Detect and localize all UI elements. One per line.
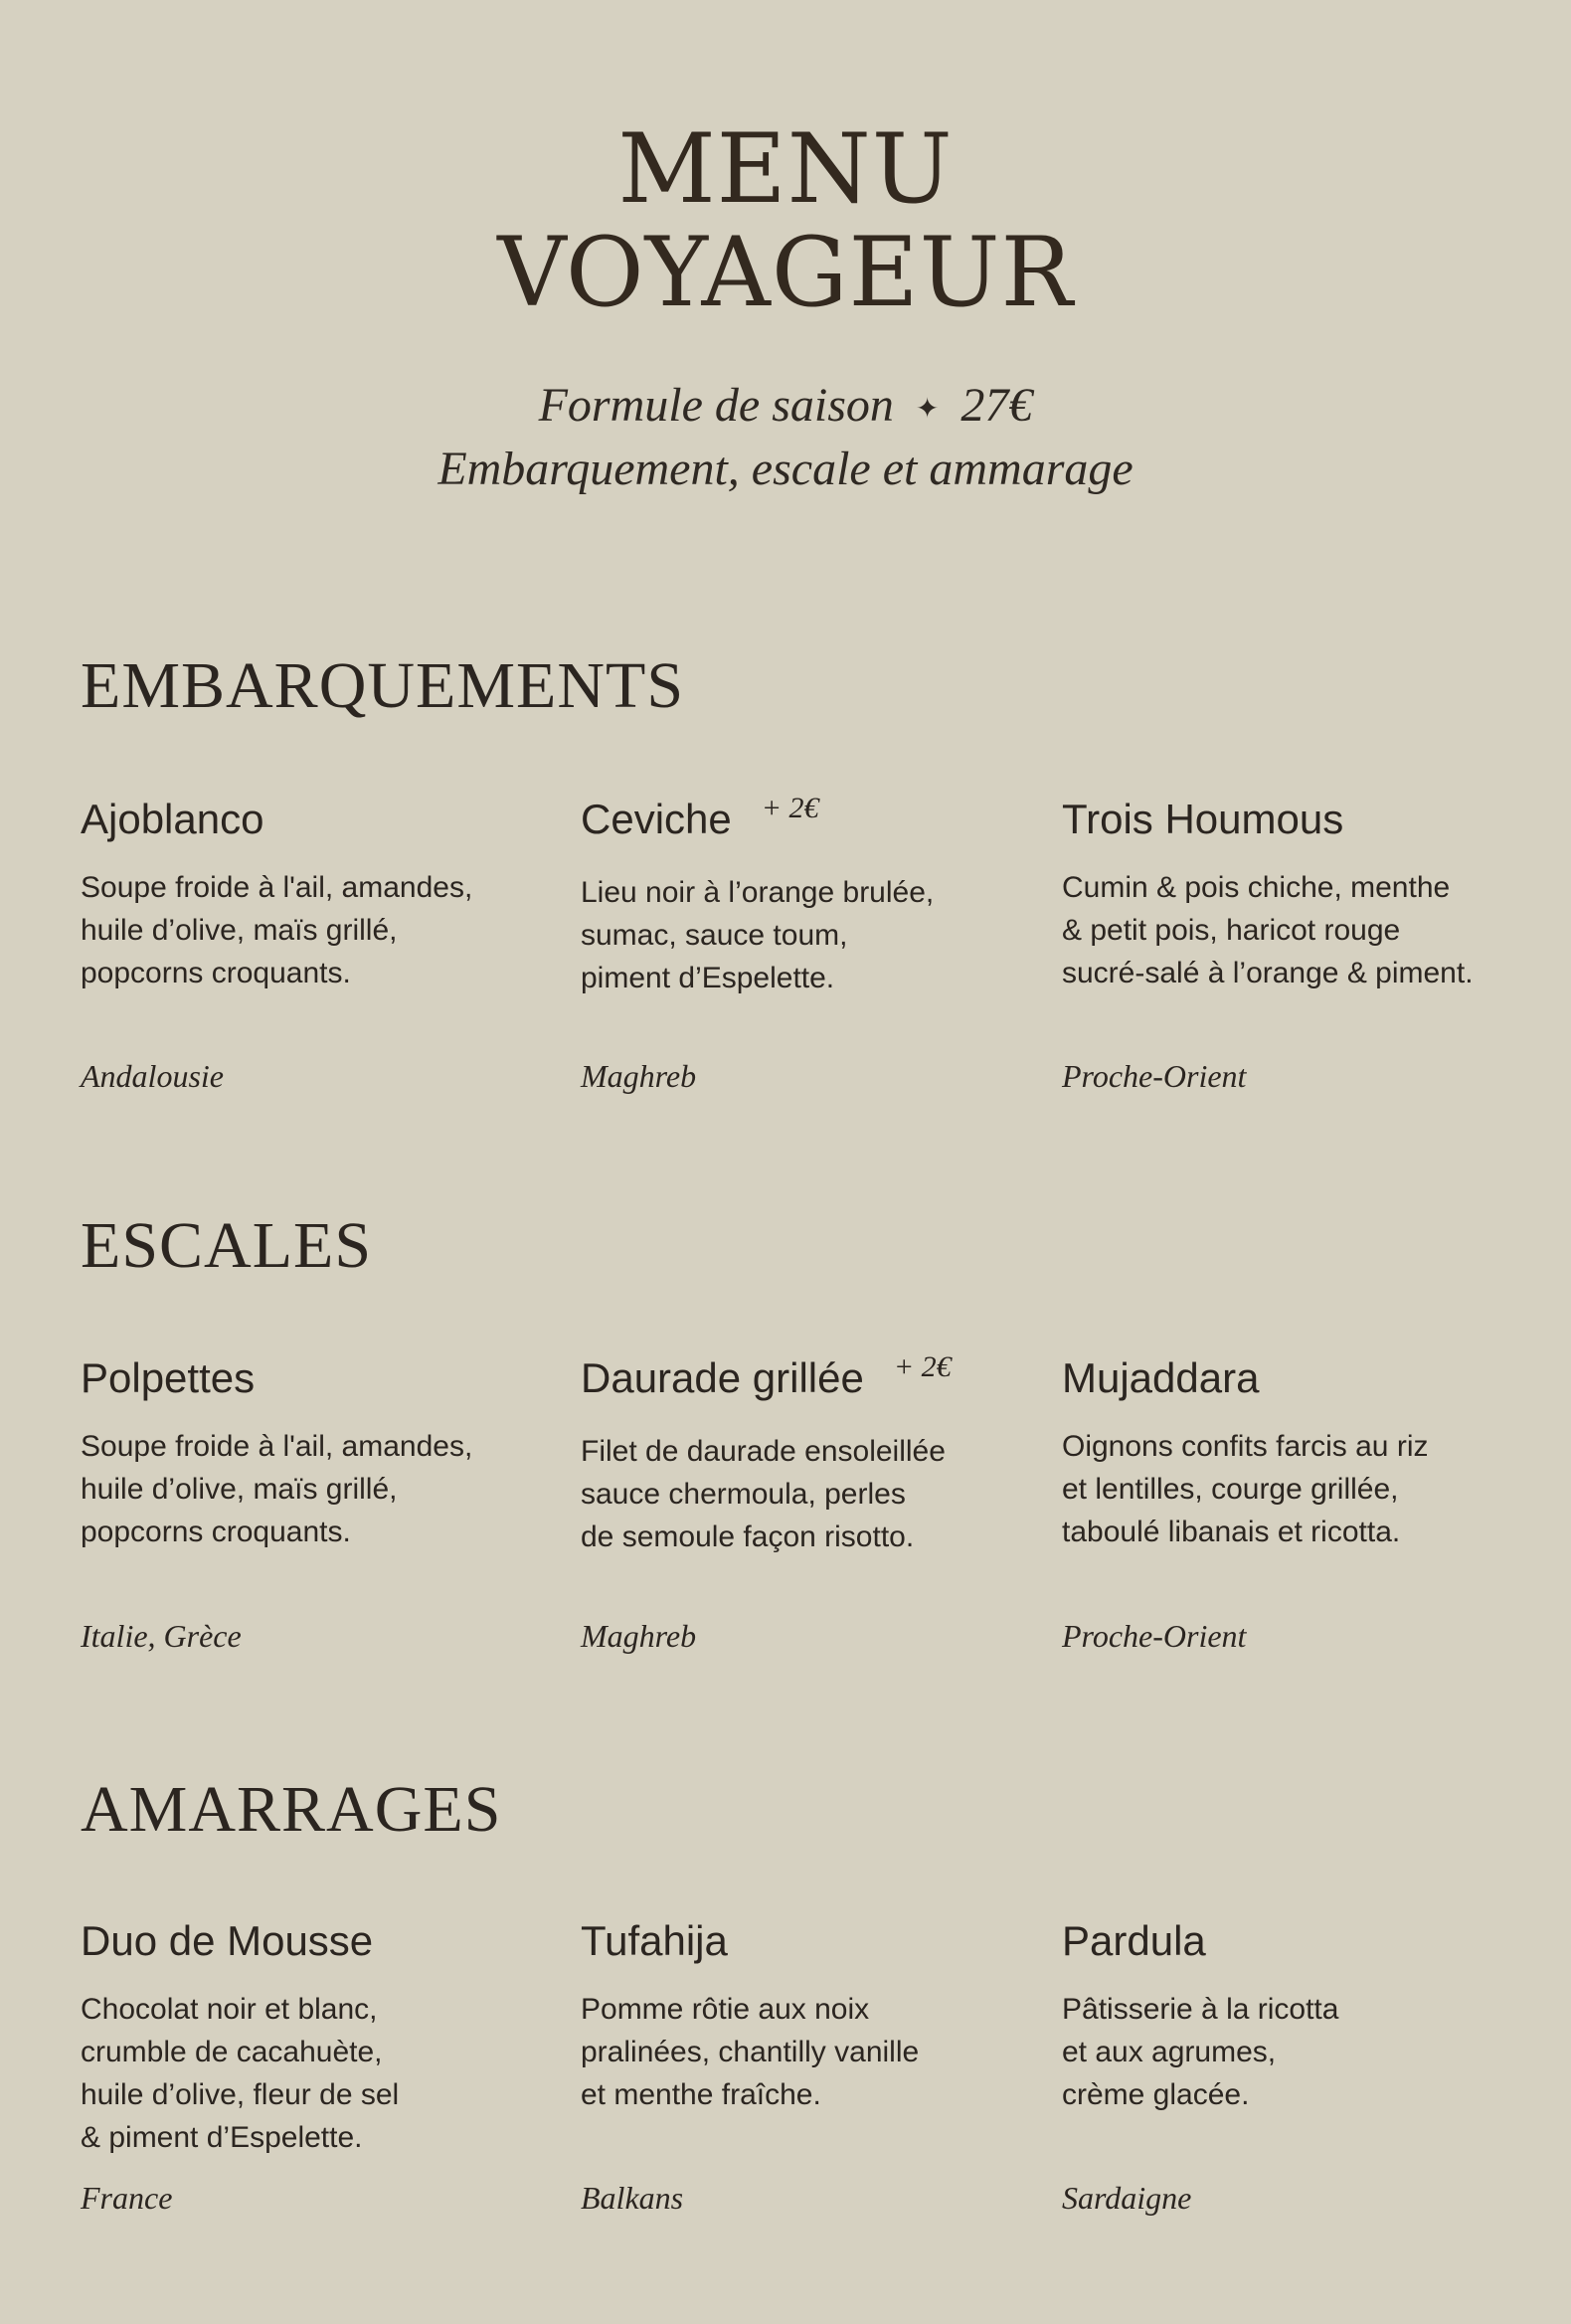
dish-ajoblanco [81,795,548,1094]
dish-origin: Maghreb [581,1058,697,1094]
desc-line: Soupe froide à l'ail, amandes, [81,1430,473,1463]
dish-origin: Maghreb [581,1618,697,1654]
desc-line: et menthe fraîche. [581,2078,821,2111]
desc-line: crème glacée. [1062,2078,1250,2111]
dish-daurade-grillee [581,1350,1048,1654]
dish-name [1062,795,1529,844]
dish-name-text: Ajoblanco [81,796,264,842]
dish-name-text: Polpettes [81,1354,256,1401]
dish-name-text: Trois Houmous [1062,796,1344,842]
dish-description [81,866,548,994]
dish-origin: Sardaigne [1062,2180,1192,2216]
dish-name [1062,1916,1529,1966]
menu-subtitle [0,376,1571,499]
dish-description [81,1425,548,1553]
desc-line: huile d’olive, maïs grillé, [81,1473,398,1506]
title-line-2: VOYAGEUR [497,217,1074,328]
section-title-amarrages: AMARRAGES [81,1773,502,1846]
dish-description [1062,866,1529,994]
dish-description [581,1988,1048,2116]
desc-line: crumble de cacahuète, [81,2036,383,2068]
desc-line: Cumin & pois chiche, menthe [1062,871,1451,904]
dish-name-text: Tufahija [581,1917,728,1964]
desc-line: & petit pois, haricot rouge [1062,914,1401,947]
dish-mujaddara [1062,1353,1529,1654]
desc-line: piment d’Espelette. [581,962,835,994]
desc-line: Chocolat noir et blanc, [81,1993,378,2026]
desc-line: Pâtisserie à la ricotta [1062,1993,1339,2026]
desc-line: huile d’olive, fleur de sel [81,2078,400,2111]
desc-line: Oignons confits farcis au riz [1062,1430,1429,1463]
section-title-embarquements: EMBARQUEMENTS [81,649,685,722]
desc-line: et lentilles, courge grillée, [1062,1473,1399,1506]
dish-name [581,1916,1048,1966]
dish-origin: France [81,2180,173,2216]
desc-line: Pomme rôtie aux noix [581,1993,870,2026]
dish-name [81,795,548,844]
dish-duo-de-mousse [81,1916,548,2216]
desc-line: pralinées, chantilly vanille [581,2036,920,2068]
dish-origin: Balkans [581,2180,684,2216]
dish-pardula [1062,1916,1529,2216]
dish-name [581,1350,1048,1408]
supplement-price: + 2€ [761,792,819,824]
section-title-escales: ESCALES [81,1209,373,1282]
dish-description [1062,1988,1529,2116]
dish-origin: Proche-Orient [1062,1618,1247,1654]
desc-line: popcorns croquants. [81,1516,351,1548]
tagline: Embarquement, escale et ammarage [437,442,1134,495]
dish-name-text: Duo de Mousse [81,1917,374,1964]
dish-name [81,1916,548,1966]
formula-price: 27€ [960,379,1033,432]
menu-title [0,113,1571,328]
desc-line: et aux agrumes, [1062,2036,1277,2068]
title-line-1: MENU [617,113,954,225]
dish-name [81,1353,548,1403]
desc-line: popcorns croquants. [81,957,351,989]
dish-description [581,1430,1048,1558]
dish-trois-houmous [1062,795,1529,1094]
dish-origin: Andalousie [81,1058,224,1094]
desc-line: taboulé libanais et ricotta. [1062,1516,1401,1548]
dish-ceviche [581,792,1048,1094]
dish-origin: Proche-Orient [1062,1058,1247,1094]
desc-line: sauce chermoula, perles [581,1478,906,1511]
diamond-separator-icon: ✦ [915,393,940,425]
dish-name-text: Pardula [1062,1917,1206,1964]
desc-line: Soupe froide à l'ail, amandes, [81,871,473,904]
dish-tufahija [581,1916,1048,2216]
desc-line: & piment d’Espelette. [81,2121,363,2154]
dish-description [81,1988,548,2159]
dish-name-text: Mujaddara [1062,1354,1260,1401]
supplement-price: + 2€ [893,1350,952,1383]
dish-origin: Italie, Grèce [81,1618,242,1654]
desc-line: Lieu noir à l’orange brulée, [581,876,935,909]
dish-polpettes [81,1353,548,1654]
dish-description [1062,1425,1529,1553]
dish-name [1062,1353,1529,1403]
dish-description [581,871,1048,999]
dish-name-text: Daurade grillée [581,1354,864,1401]
formula-line [0,376,1571,440]
desc-line: sumac, sauce toum, [581,919,848,952]
dish-name [581,792,1048,849]
formula-label: Formule de saison [538,379,894,432]
desc-line: huile d’olive, maïs grillé, [81,914,398,947]
desc-line: sucré-salé à l’orange & piment. [1062,957,1474,989]
desc-line: Filet de daurade ensoleillée [581,1435,946,1468]
dish-name-text: Ceviche [581,796,732,842]
desc-line: de semoule façon risotto. [581,1520,915,1553]
